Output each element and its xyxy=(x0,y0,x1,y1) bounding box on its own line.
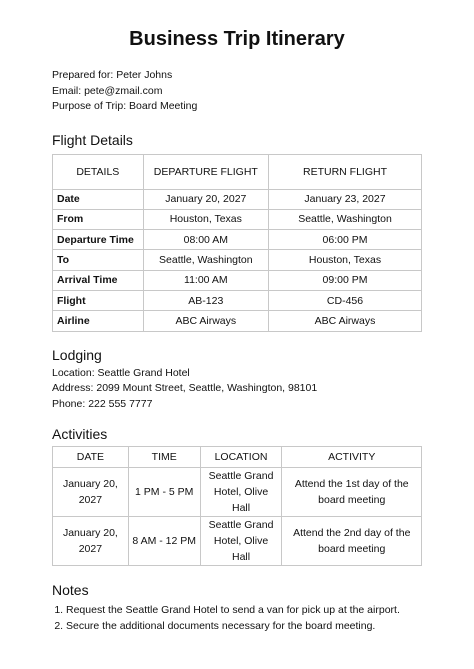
prepared-for: Prepared for: Peter Johns xyxy=(52,69,173,81)
activities-header-date: DATE xyxy=(53,446,129,467)
departure-value: January 20, 2027 xyxy=(143,189,268,209)
lodging-heading: Lodging xyxy=(52,346,102,363)
return-value: January 23, 2027 xyxy=(269,189,422,209)
departure-value: 08:00 AM xyxy=(143,230,268,250)
row-label: Airline xyxy=(53,311,144,331)
departure-value: Seattle, Washington xyxy=(143,250,268,270)
list-item: 2. Secure the additional documents necessary for the board meeting. xyxy=(66,618,422,634)
activity-time: 1 PM - 5 PM xyxy=(128,467,200,516)
activities-header-time: TIME xyxy=(128,446,200,467)
trip-meta xyxy=(52,68,422,115)
notes-list xyxy=(52,602,422,634)
page-title: Business Trip Itinerary xyxy=(129,28,345,50)
list-item: 1. Request the Seattle Grand Hotel to send a van for pick up at the airport. xyxy=(66,602,422,618)
return-value: 06:00 PM xyxy=(269,230,422,250)
flight-heading: Flight Details xyxy=(52,131,133,148)
row-label: Arrival Time xyxy=(53,270,144,290)
activity-description: Attend the 2nd day of the board meeting xyxy=(282,516,422,565)
row-label: To xyxy=(53,250,144,270)
activities-header-row xyxy=(53,446,422,467)
table-row xyxy=(53,250,422,270)
activity-description: Attend the 1st day of the board meeting xyxy=(282,467,422,516)
table-row xyxy=(53,209,422,229)
flight-table xyxy=(52,154,422,332)
departure-value: AB-123 xyxy=(143,290,268,310)
lodging-location: Location: Seattle Grand Hotel xyxy=(52,366,190,379)
activity-date: January 20, 2027 xyxy=(53,467,129,516)
notes-heading: Notes xyxy=(52,581,89,598)
return-value: 09:00 PM xyxy=(269,270,422,290)
flight-header-departure: DEPARTURE FLIGHT xyxy=(143,154,268,189)
row-label: From xyxy=(53,209,144,229)
activity-time: 8 AM - 12 PM xyxy=(128,516,200,565)
return-value: CD-456 xyxy=(269,290,422,310)
table-row xyxy=(53,290,422,310)
activities-table xyxy=(52,446,422,566)
lodging-details xyxy=(52,366,422,413)
return-value: Seattle, Washington xyxy=(269,209,422,229)
flight-header-details: DETAILS xyxy=(53,154,144,189)
lodging-phone: Phone: 222 555 7777 xyxy=(52,398,153,411)
table-row xyxy=(53,516,422,565)
table-row xyxy=(53,467,422,516)
activity-location: Seattle Grand Hotel, Olive Hall xyxy=(200,516,282,565)
return-value: ABC Airways xyxy=(269,311,422,331)
return-value: Houston, Texas xyxy=(269,250,422,270)
flight-header-return: RETURN FLIGHT xyxy=(269,154,422,189)
row-label: Departure Time xyxy=(53,230,144,250)
activities-heading: Activities xyxy=(52,425,108,442)
activity-location: Seattle Grand Hotel, Olive Hall xyxy=(200,467,282,516)
table-row xyxy=(53,311,422,331)
departure-value: 11:00 AM xyxy=(143,270,268,290)
table-row xyxy=(53,270,422,290)
row-label: Date xyxy=(53,189,144,209)
departure-value: Houston, Texas xyxy=(143,209,268,229)
departure-value: ABC Airways xyxy=(143,311,268,331)
table-row xyxy=(53,230,422,250)
row-label: Flight xyxy=(53,290,144,310)
activities-header-location: LOCATION xyxy=(200,446,282,467)
email: Email: pete@zmail.com xyxy=(52,84,163,97)
activity-date: January 20, 2027 xyxy=(53,516,129,565)
flight-header-row xyxy=(53,154,422,189)
purpose: Purpose of Trip: Board Meeting xyxy=(52,100,198,112)
lodging-address: Address: 2099 Mount Street, Seattle, Washington, 98101 xyxy=(52,382,318,395)
activities-header-activity: ACTIVITY xyxy=(282,446,422,467)
table-row xyxy=(53,189,422,209)
